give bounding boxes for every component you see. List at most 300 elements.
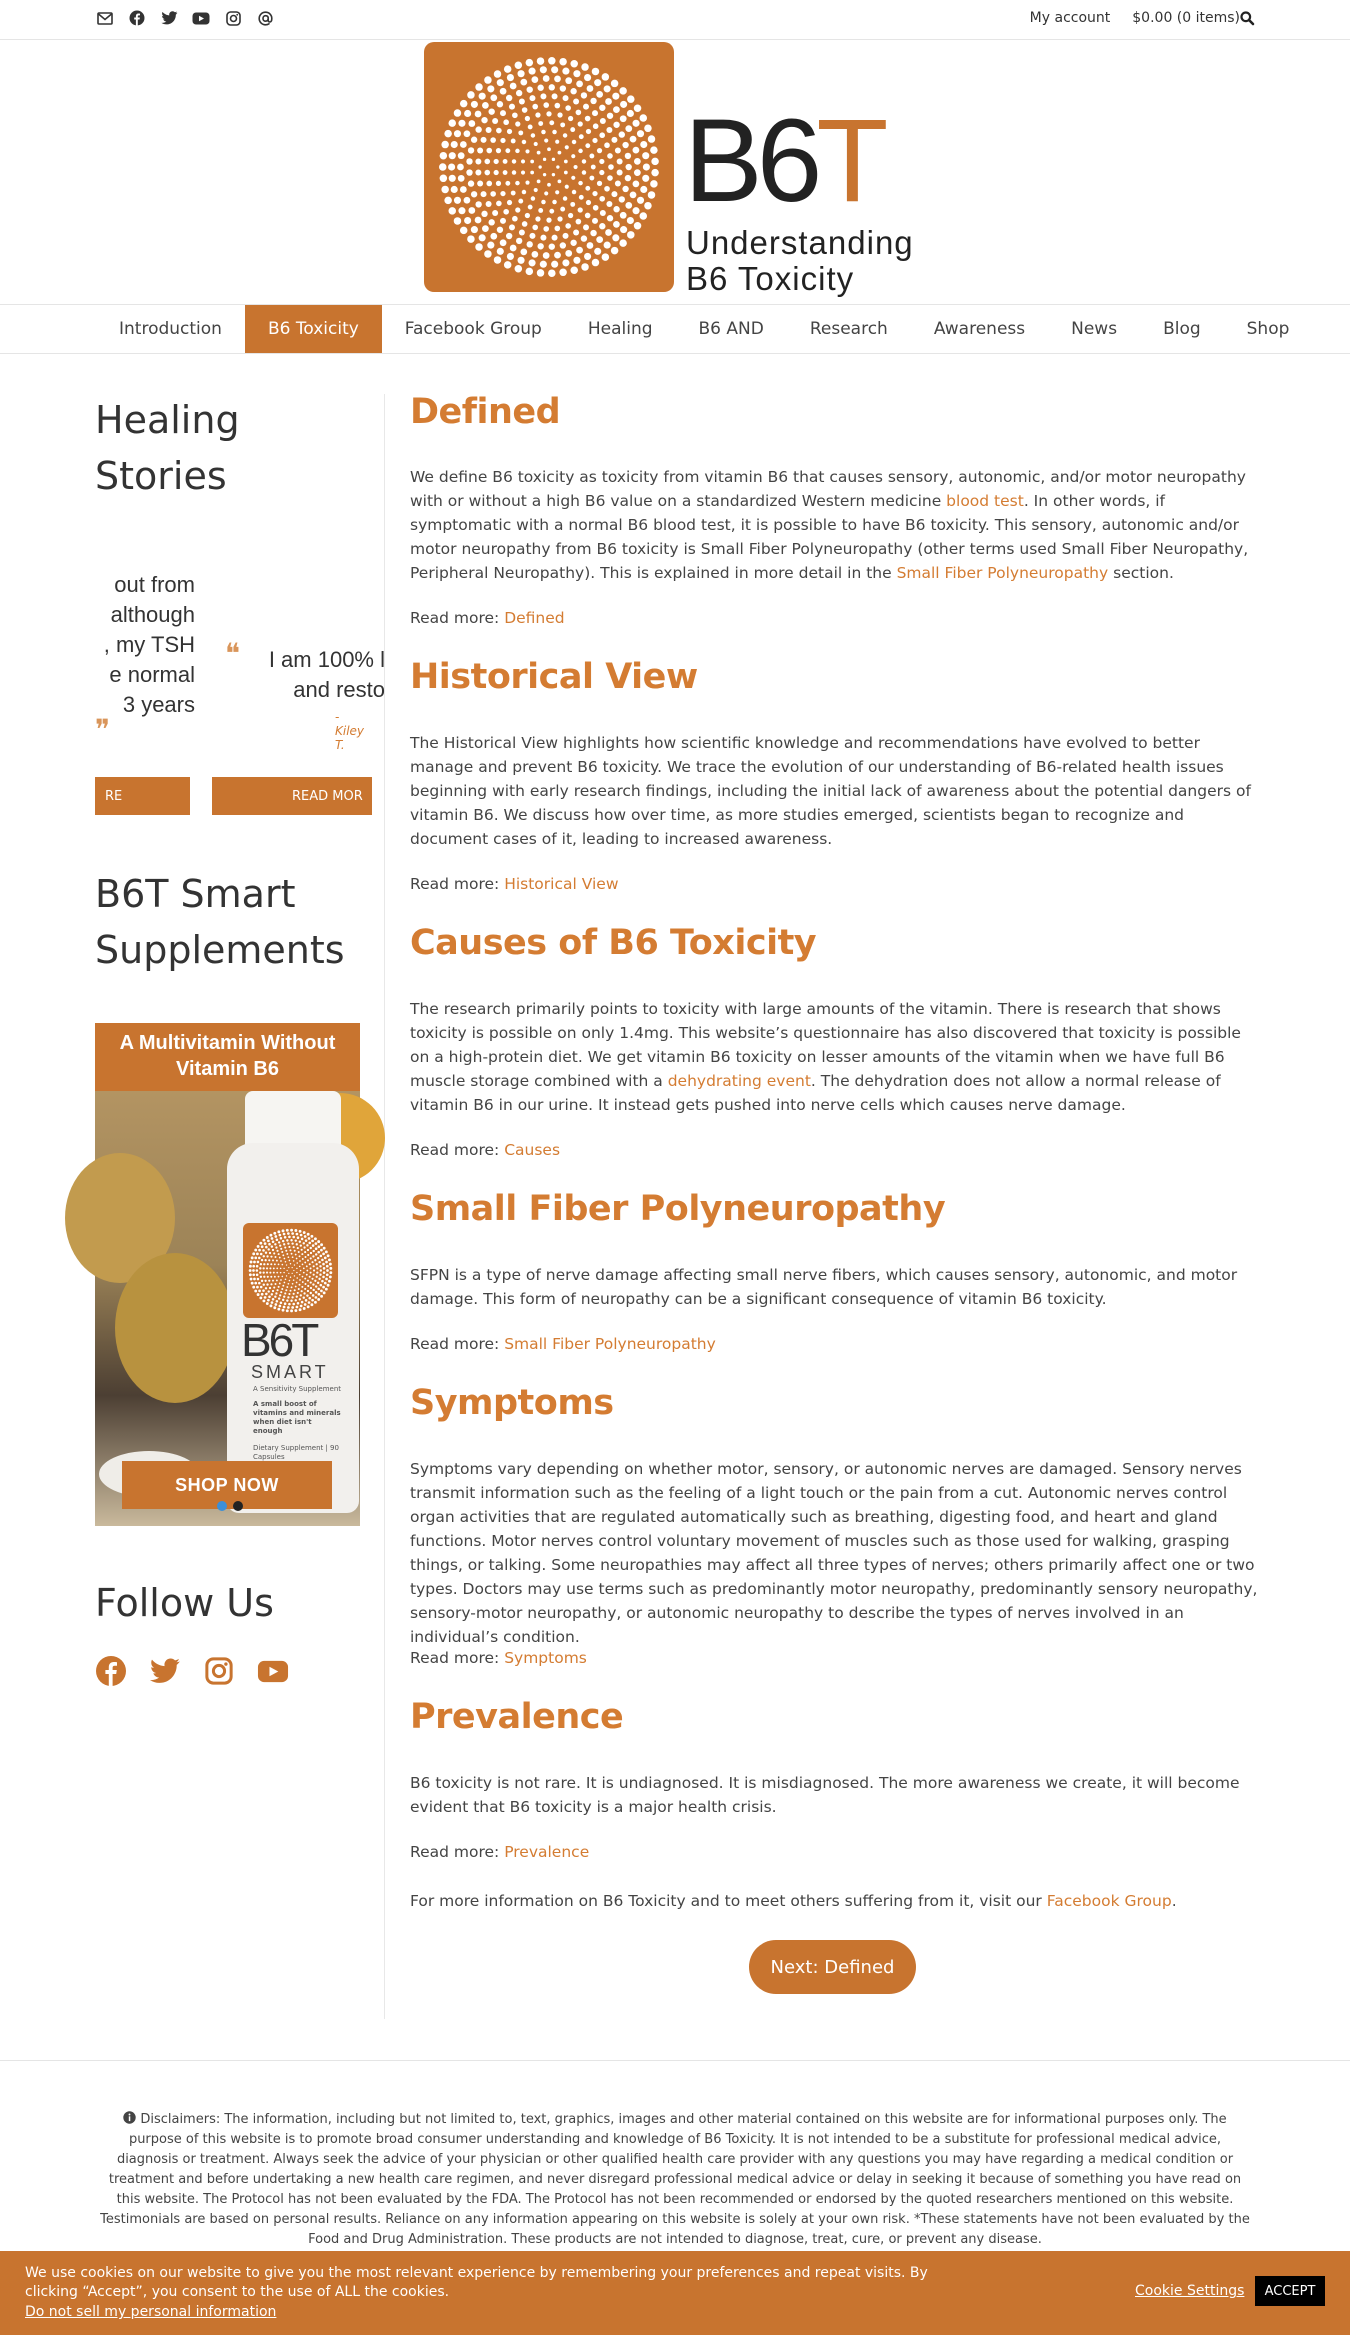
emblem-dot: [294, 1275, 295, 1276]
emblem-dot: [279, 1257, 281, 1259]
emblem-dot: [541, 200, 546, 205]
emblem-dot: [280, 1237, 283, 1240]
emblem-dot: [305, 1256, 307, 1258]
follow-social-links: [95, 1655, 289, 1687]
top-social-links: [96, 9, 274, 27]
read-more-link-causes[interactable]: Causes: [504, 1141, 561, 1159]
emblem-dot: [475, 83, 483, 91]
emblem-dot: [600, 210, 606, 216]
emblem-dot: [323, 1291, 326, 1294]
emblem-dot: [512, 112, 518, 118]
envelope-icon[interactable]: [96, 9, 114, 27]
emblem-dot: [325, 1288, 328, 1291]
emblem-dot: [537, 57, 545, 65]
emblem-dot: [648, 191, 656, 199]
emblem-dot: [585, 143, 590, 148]
emblem-dot: [308, 1301, 311, 1304]
emblem-dot: [477, 147, 483, 153]
emblem-dot: [543, 158, 546, 161]
emblem-dot: [266, 1255, 268, 1257]
emblem-dot: [507, 129, 512, 134]
emblem-dot: [643, 163, 650, 170]
emblem-dot: [303, 1231, 306, 1234]
emblem-dot: [317, 1282, 319, 1284]
emblem-dot: [283, 1306, 286, 1309]
emblem-dot: [310, 1252, 312, 1254]
emblem-dot: [557, 112, 562, 117]
emblem-dot: [260, 1286, 263, 1289]
emblem-dot: [329, 1275, 332, 1278]
emblem-dot: [604, 186, 610, 192]
emblem-dot: [311, 1278, 313, 1280]
read-more-link-prevalence[interactable]: Prevalence: [504, 1843, 590, 1861]
emblem-dot: [507, 200, 512, 205]
emblem-dot: [303, 1307, 306, 1310]
emblem-dot: [596, 91, 603, 98]
disclaimer: [97, 2110, 1253, 2250]
emblem-dot: [627, 231, 635, 239]
emblem-dot: [512, 170, 516, 175]
emblem-dot: [558, 151, 562, 155]
emblem-dot: [526, 268, 534, 276]
emblem-dot: [622, 142, 628, 148]
section-title-historical-view: Historical View: [410, 657, 698, 697]
emblem-dot: [317, 1288, 320, 1291]
emblem-dot: [625, 153, 631, 159]
emblem-dot: [288, 1283, 290, 1285]
carousel-dot[interactable]: [233, 1501, 243, 1511]
emblem-dot: [582, 159, 587, 164]
emblem-dot: [260, 1276, 262, 1278]
emblem-dot: [304, 1288, 306, 1290]
emblem-dot: [276, 1289, 278, 1291]
read-more-link-small-fiber-polyneuropathy[interactable]: Small Fiber Polyneuropathy: [504, 1335, 716, 1353]
bottle-brand: B6T: [241, 1314, 317, 1366]
emblem-dot: [613, 206, 619, 212]
emblem-dot: [516, 90, 522, 96]
carousel-dot-active[interactable]: [217, 1501, 227, 1511]
emblem-dot: [549, 120, 554, 125]
emblem-dot: [506, 95, 512, 101]
emblem-dot: [527, 241, 533, 247]
emblem-dot: [540, 261, 547, 268]
emblem-dot: [296, 1277, 298, 1279]
emblem-dot: [284, 1246, 286, 1248]
emblem-dot: [526, 59, 534, 67]
emblem-dot: [317, 1240, 320, 1243]
emblem-dot: [294, 1229, 297, 1232]
emblem-dot: [317, 1298, 320, 1301]
emblem-dot: [510, 83, 517, 90]
emblem-dot: [494, 70, 502, 78]
section-title-defined: Defined: [410, 392, 561, 432]
emblem-dot: [253, 1261, 256, 1264]
emblem-dot: [496, 128, 502, 134]
emblem-dot: [282, 1276, 284, 1278]
emblem-dot: [281, 1251, 283, 1253]
emblem-dot: [302, 1281, 304, 1283]
emblem-dot: [620, 101, 627, 108]
emblem-dot: [273, 1232, 276, 1235]
youtube-icon[interactable]: [192, 9, 210, 27]
emblem-dot: [303, 1297, 305, 1299]
emblem-dot: [278, 1241, 280, 1243]
emblem-dot: [283, 1296, 285, 1298]
emblem-dot: [449, 152, 456, 159]
emblem-dot: [563, 95, 569, 101]
emblem-dot: [573, 99, 579, 105]
emblem-dot: [619, 131, 625, 137]
emblem-dot: [492, 118, 498, 124]
emblem-dot: [296, 1268, 297, 1269]
emblem-dot: [515, 121, 520, 126]
emblem-dot: [280, 1268, 282, 1270]
emblem-dot: [279, 1234, 282, 1237]
blood-test-link[interactable]: blood test: [946, 492, 1024, 510]
emblem-dot: [291, 1243, 293, 1245]
emblem-dot: [261, 1293, 264, 1296]
emblem-dot: [596, 236, 603, 243]
emblem-dot: [295, 1239, 297, 1241]
emblem-dot: [576, 247, 583, 254]
emblem-dot: [275, 1283, 277, 1285]
emblem-dot: [583, 224, 589, 230]
emblem-dot: [518, 130, 523, 135]
emblem-dot: [585, 213, 591, 219]
emblem-dot: [259, 1271, 261, 1273]
emblem-dot: [486, 181, 492, 187]
emblem-dot: [286, 1299, 288, 1301]
read-more-link-defined[interactable]: Defined: [504, 609, 565, 627]
read-more-button-partial[interactable]: RE: [95, 777, 190, 815]
close-quote-icon: ❞: [95, 713, 111, 746]
emblem-dot: [290, 1290, 292, 1292]
emblem-dot: [492, 210, 498, 216]
emblem-dot: [543, 102, 549, 108]
emblem-dot: [494, 159, 499, 164]
facebook-group-link[interactable]: Facebook Group: [1046, 1892, 1172, 1910]
emblem-dot: [318, 1278, 320, 1280]
emblem-dot: [568, 213, 573, 218]
cookie-accept-button[interactable]: ACCEPT: [1255, 2276, 1325, 2306]
emblem-dot: [288, 1293, 290, 1295]
emblem-dot: [509, 104, 515, 110]
facebook-icon[interactable]: [95, 1655, 127, 1687]
nav-item-awareness[interactable]: Awareness: [933, 319, 1026, 339]
emblem-dot: [464, 110, 471, 117]
emblem-dot: [314, 1259, 316, 1261]
emblem-dot: [560, 122, 565, 127]
instagram-icon[interactable]: [224, 9, 242, 27]
emblem-dot: [301, 1301, 304, 1304]
emblem-dot: [268, 1259, 270, 1261]
emblem-dot: [611, 191, 617, 197]
testimonial-author: -Kiley T.: [335, 710, 365, 752]
facebook-icon[interactable]: [128, 9, 146, 27]
emblem-dot: [522, 140, 527, 145]
section-body-defined: We define B6 toxicity as toxicity from vitamin B6 that causes sensory, autonomic, and/or motor neuropathy with or without a high B6 value on a standardized Western medicine blood test. In other words, if symptomatic with a normal B6 blood test, it is possible to have B6 toxicity. This sensory, autonomic and/or motor neuropathy from B6 toxicity is Small Fiber Polyneuropathy (other terms used Small Fiber Neuropathy, Peripheral Neuropathy). This is explained in more detail in the Small Fiber Polyneuropathy section.: [410, 468, 1249, 582]
emblem-dot: [538, 121, 543, 126]
emblem-dot: [460, 227, 468, 235]
emblem-dot: [315, 1285, 317, 1287]
nav-item-healing[interactable]: Healing: [587, 319, 653, 339]
emblem-dot: [494, 170, 499, 175]
emblem-dot: [458, 152, 465, 159]
emblem-dot: [292, 1283, 294, 1285]
emblem-dot: [460, 141, 467, 148]
emblem-dot: [253, 1278, 256, 1281]
emblem-dot: [644, 202, 652, 210]
supplement-promo-banner[interactable]: [95, 1023, 360, 1526]
emblem-dot: [275, 1256, 277, 1258]
emblem-dot: [599, 170, 604, 175]
emblem-dot: [265, 1287, 267, 1289]
emblem-dot: [282, 1299, 284, 1301]
dehydrating-event-link[interactable]: dehydrating event: [667, 1072, 811, 1090]
emblem-dot: [537, 151, 541, 155]
emblem-dot: [487, 242, 494, 249]
emblem-dot: [565, 77, 572, 84]
emblem-dot: [297, 1302, 300, 1305]
emblem-dot: [554, 252, 561, 259]
top-bar: [0, 0, 1350, 40]
read-more-symptoms: Read more: Symptoms: [410, 1649, 587, 1667]
nav-item-blog[interactable]: Blog: [1163, 319, 1201, 339]
emblem-dot: [274, 1296, 276, 1298]
emblem-dot: [290, 1277, 291, 1278]
nav-item-shop[interactable]: Shop: [1246, 319, 1290, 339]
account-links: [1030, 10, 1240, 26]
emblem-dot: [500, 110, 506, 116]
twitter-icon[interactable]: [160, 9, 178, 27]
youtube-icon[interactable]: [257, 1655, 289, 1687]
twitter-icon[interactable]: [149, 1655, 181, 1687]
my-account-link[interactable]: My account: [1029, 10, 1111, 26]
emblem-dot: [265, 1251, 267, 1253]
emblem-dot: [285, 1261, 287, 1263]
emblem-dot: [293, 1246, 295, 1248]
emblem-dot: [607, 175, 613, 181]
emblem-dot: [538, 208, 543, 213]
emblem-dot: [308, 1242, 311, 1245]
emblem-dot: [312, 1244, 315, 1247]
emblem-dot: [486, 201, 492, 207]
emblem-dot: [316, 1271, 318, 1273]
emblem-dot: [282, 1285, 284, 1287]
emblem-dot: [276, 1272, 278, 1274]
emblem-dot: [515, 207, 520, 212]
emblem-dot: [282, 1240, 284, 1242]
emblem-dot: [260, 1253, 263, 1256]
bottle-description: [253, 1385, 343, 1462]
emblem-dot: [637, 130, 644, 137]
emblem-dot: [296, 1262, 298, 1264]
read-more-defined: Read more: Defined: [410, 609, 565, 627]
threads-icon[interactable]: [256, 9, 274, 27]
emblem-dot: [289, 1280, 291, 1282]
emblem-dot: [299, 1279, 301, 1281]
emblem-dot: [555, 190, 559, 194]
nav-item-facebook-group[interactable]: Facebook Group: [404, 319, 542, 339]
emblem-dot: [634, 169, 641, 176]
emblem-dot: [572, 140, 577, 145]
emblem-dot: [464, 217, 471, 224]
emblem-dot: [650, 180, 658, 188]
emblem-dot: [290, 1249, 292, 1251]
emblem-dot: [262, 1249, 265, 1252]
emblem-dot: [280, 1260, 282, 1262]
emblem-dot: [278, 1253, 280, 1255]
nav-item-news[interactable]: News: [1071, 319, 1118, 339]
emblem-dot: [521, 170, 525, 174]
emblem-dot: [634, 105, 642, 113]
emblem-dot: [565, 250, 572, 257]
healing-stories-heading: Healing Stories: [95, 398, 240, 498]
emblem-dot: [268, 1243, 271, 1246]
emblem-dot: [328, 1280, 331, 1283]
site-logo[interactable]: [424, 42, 928, 296]
emblem-dot: [311, 1299, 314, 1302]
emblem-dot: [305, 1239, 308, 1242]
emblem-dot: [327, 1284, 330, 1287]
emblem-dot: [293, 1270, 294, 1271]
emblem-dot: [471, 101, 478, 108]
emblem-dot: [642, 175, 649, 182]
emblem-dot: [282, 1254, 284, 1256]
emblem-dot: [269, 1272, 271, 1274]
next-page-button[interactable]: Next: Defined: [749, 1940, 916, 1994]
emblem-dot: [548, 57, 556, 65]
emblem-dot: [546, 111, 551, 116]
emblem-dot: [535, 112, 540, 117]
emblem-dot: [589, 154, 594, 159]
emblem-dot: [584, 74, 591, 81]
read-more-button[interactable]: READ MOR: [212, 777, 372, 815]
emblem-dot: [587, 242, 594, 249]
emblem-dot: [310, 1282, 312, 1284]
emblem-dot: [640, 186, 647, 193]
emblem-dot: [249, 1269, 252, 1272]
emblem-dot: [651, 169, 659, 177]
emblem-dot: [304, 1278, 306, 1280]
emblem-dot: [570, 127, 575, 132]
instagram-icon[interactable]: [203, 1655, 235, 1687]
emblem-dot: [252, 1265, 255, 1268]
emblem-dot: [626, 164, 632, 170]
emblem-dot: [291, 1286, 293, 1288]
emblem-dot: [530, 171, 534, 175]
emblem-dot: [552, 158, 555, 161]
nav-item-b6-toxicity[interactable]: B6 Toxicity: [245, 305, 382, 353]
emblem-dot: [256, 1253, 259, 1256]
emblem-dot: [648, 135, 656, 143]
emblem-dot: [507, 253, 514, 260]
emblem-dot: [630, 136, 637, 143]
emblem-dot: [484, 250, 492, 258]
emblem-dot: [555, 140, 559, 144]
emblem-dot: [249, 1273, 252, 1276]
emblem-dot: [296, 1282, 298, 1284]
emblem-dot: [640, 212, 648, 220]
emblem-dot: [497, 248, 504, 255]
emblem-dot: [511, 139, 516, 144]
emblem-dot: [500, 138, 505, 143]
emblem-dot: [496, 148, 501, 153]
emblem-dot: [521, 159, 525, 163]
emblem-dot: [315, 1253, 317, 1255]
cookie-settings-link[interactable]: Cookie Settings: [1135, 2283, 1245, 2299]
cart-link[interactable]: $0.00 (0 items): [1132, 10, 1240, 26]
emblem-dot: [488, 108, 494, 114]
emblem-dot: [325, 1250, 328, 1253]
nav-item-research[interactable]: Research: [809, 319, 888, 339]
emblem-dot: [273, 1286, 275, 1288]
emblem-dot: [299, 1260, 301, 1262]
emblem-dot: [565, 223, 571, 229]
emblem-dot: [549, 209, 554, 214]
emblem-dot: [531, 133, 536, 138]
emblem-dot: [270, 1256, 272, 1258]
emblem-dot: [252, 1286, 255, 1289]
nav-item-introduction[interactable]: Introduction: [119, 319, 222, 339]
footer-divider: [0, 2060, 1350, 2061]
emblem-dot: [292, 1273, 293, 1274]
emblem-dot: [622, 186, 628, 192]
emblem-dot: [250, 1261, 253, 1264]
emblem-dot: [531, 196, 536, 201]
emblem-dot: [290, 1309, 293, 1312]
emblem-dot: [547, 147, 551, 151]
sidebar-divider: [384, 394, 385, 2019]
emblem-dot: [592, 218, 598, 224]
emblem-dot: [506, 233, 512, 239]
shop-now-button[interactable]: SHOP NOW: [122, 1461, 332, 1509]
emblem-dot: [599, 196, 605, 202]
emblem-dot: [615, 147, 621, 153]
section-body-causes: The research primarily points to toxicity with large amounts of the vitamin. There is research that shows toxicity is possible on only 1.4mg. This website’s questionnaire has also discovered that toxicity is possible on a high-protein diet. We get vitamin B6 toxicity on lesser amounts of the vitamin when we have full B6 muscle storage combined with a dehydrating event. The dehydration does not allow a normal release of vitamin B6 in our urine. It instead gets pushed into nerve cells which causes nerve damage.: [410, 1000, 1241, 1114]
emblem-dot: [295, 1299, 297, 1301]
emblem-dot: [261, 1280, 263, 1282]
emblem-dot: [544, 191, 548, 195]
emblem-dot: [267, 1276, 269, 1278]
testimonial-slider[interactable]: [95, 555, 385, 830]
emblem-dot: [468, 120, 475, 127]
emblem-dot: [581, 92, 587, 98]
emblem-dot: [617, 158, 623, 164]
emblem-dot: [256, 1269, 259, 1272]
read-more-link-historical-view[interactable]: Historical View: [504, 875, 619, 893]
nav-item-b6-and[interactable]: B6 AND: [698, 319, 764, 339]
emblem-dot: [295, 1254, 297, 1256]
emblem-dot: [477, 181, 483, 187]
emblem-dot: [307, 1280, 309, 1282]
read-more-link-symptoms[interactable]: Symptoms: [504, 1649, 587, 1667]
emblem-dot: [518, 257, 525, 264]
emblem-dot: [296, 1306, 299, 1309]
emblem-dot: [295, 1286, 297, 1288]
emblem-dot: [475, 217, 482, 224]
emblem-dot: [279, 1283, 281, 1285]
emblem-dot: [301, 1253, 303, 1255]
emblem-dot: [500, 191, 505, 196]
emblem-dot: [286, 1309, 289, 1312]
emblem-dot: [592, 110, 598, 116]
do-not-sell-link[interactable]: Do not sell my personal information: [25, 2304, 277, 2320]
small-fiber-polyneuropathy-link[interactable]: Small Fiber Polyneuropathy: [896, 564, 1109, 582]
search-icon[interactable]: [1240, 10, 1254, 29]
emblem-dot: [592, 191, 597, 196]
emblem-dot: [282, 1309, 285, 1312]
